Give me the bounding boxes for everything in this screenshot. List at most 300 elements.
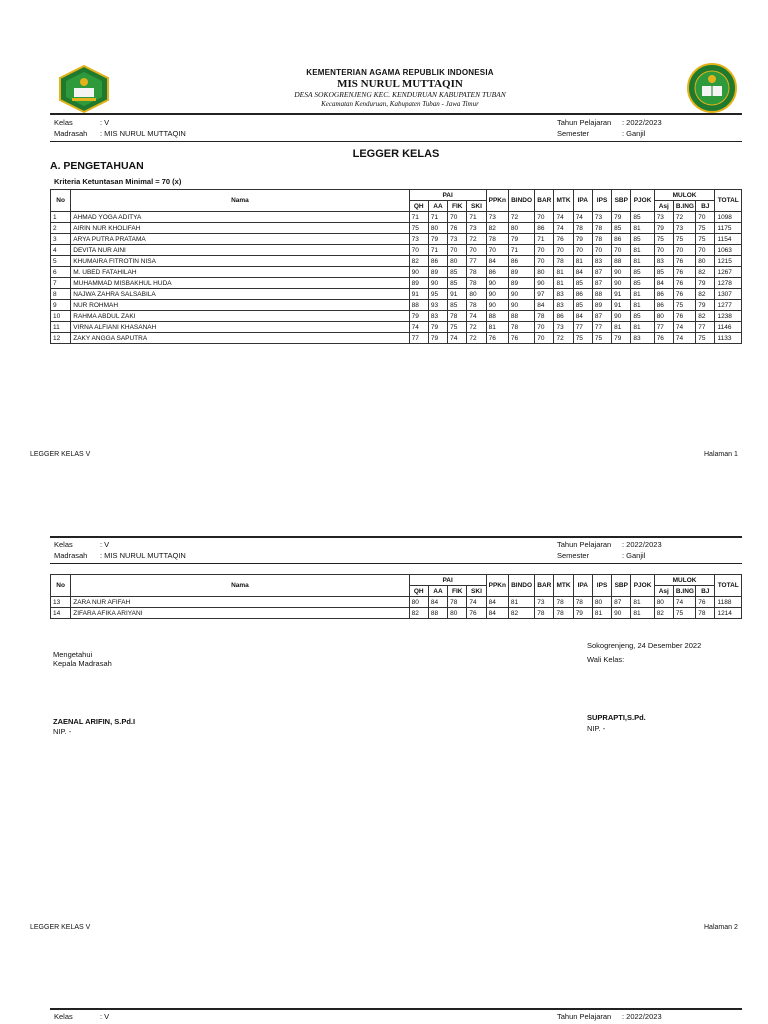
col-ski: SKI: [467, 586, 486, 597]
score-cell: 70: [573, 245, 592, 256]
col-mtk: MTK: [554, 575, 573, 597]
student-name: ZIFARA AFIKA ARIYANI: [71, 608, 409, 619]
score-cell: 78: [486, 234, 508, 245]
col-ips: IPS: [592, 575, 611, 597]
score-cell: 85: [448, 278, 467, 289]
col-ppkn: PPKn: [486, 575, 508, 597]
score-cell: 78: [696, 608, 715, 619]
table-row: [51, 289, 742, 300]
score-cell: 70: [448, 212, 467, 223]
score-cell: 74: [673, 597, 695, 608]
score-cell: 1267: [715, 267, 742, 278]
score-cell: 76: [673, 256, 695, 267]
col-bar: BAR: [535, 190, 554, 212]
score-cell: 70: [535, 322, 554, 333]
score-cell: 76: [673, 278, 695, 289]
score-cell: 1238: [715, 311, 742, 322]
score-cell: 88: [592, 289, 611, 300]
score-cell: 78: [592, 223, 611, 234]
row-number: 11: [51, 322, 71, 333]
score-cell: 88: [409, 300, 428, 311]
score-cell: 81: [631, 256, 654, 267]
table-row: [51, 608, 742, 619]
score-cell: 89: [428, 267, 447, 278]
kelas-label-page-3: Kelas: [54, 1012, 73, 1021]
score-cell: 91: [612, 300, 631, 311]
semester-value-page-2: : Ganjil: [622, 551, 646, 560]
score-cell: 79: [573, 234, 592, 245]
score-cell: 72: [467, 333, 486, 344]
score-cell: 77: [654, 322, 673, 333]
score-cell: 1146: [715, 322, 742, 333]
madrasah-label-page-2: Madrasah: [54, 551, 88, 560]
score-cell: 78: [535, 608, 554, 619]
score-cell: 70: [592, 245, 611, 256]
table-row: [51, 300, 742, 311]
score-cell: 89: [508, 278, 534, 289]
col-ipa: IPA: [573, 190, 592, 212]
score-cell: 85: [631, 234, 654, 245]
score-cell: 86: [486, 267, 508, 278]
col-sbp: SBP: [612, 190, 631, 212]
score-cell: 72: [508, 212, 534, 223]
score-cell: 81: [554, 278, 573, 289]
score-cell: 88: [508, 311, 534, 322]
student-name: VIRNA ALFIANI KHASANAH: [71, 322, 409, 333]
score-cell: 90: [409, 267, 428, 278]
tahun-value-page-2: : 2022/2023: [622, 540, 662, 549]
score-cell: 1188: [715, 597, 742, 608]
score-cell: 75: [409, 223, 428, 234]
score-cell: 90: [612, 278, 631, 289]
score-cell: 90: [612, 267, 631, 278]
score-cell: 70: [612, 245, 631, 256]
score-cell: 73: [654, 212, 673, 223]
madrasah-value-page-2: : MIS NURUL MUTTAQIN: [100, 551, 186, 560]
score-cell: 79: [508, 234, 534, 245]
wali-kelas-label: Wali Kelas:: [587, 655, 625, 664]
place-date: Sokogrenjeng, 24 Desember 2022: [587, 641, 702, 650]
score-cell: 79: [696, 278, 715, 289]
kelas-label: Kelas: [54, 118, 73, 127]
student-name: KHUMAIRA FITROTIN NISA: [71, 256, 409, 267]
score-cell: 81: [631, 223, 654, 234]
score-cell: 79: [409, 311, 428, 322]
score-cell: 78: [573, 223, 592, 234]
score-cell: 74: [409, 322, 428, 333]
score-cell: 1154: [715, 234, 742, 245]
score-cell: 80: [448, 608, 467, 619]
mengetahui-label: Mengetahui: [53, 650, 93, 659]
score-cell: 78: [554, 608, 573, 619]
score-cell: 88: [612, 256, 631, 267]
row-number: 4: [51, 245, 71, 256]
score-cell: 81: [612, 322, 631, 333]
score-cell: 73: [467, 223, 486, 234]
score-cell: 71: [409, 212, 428, 223]
score-cell: 80: [467, 289, 486, 300]
score-cell: 76: [654, 333, 673, 344]
score-cell: 73: [448, 234, 467, 245]
score-cell: 74: [554, 212, 573, 223]
table-row: [51, 311, 742, 322]
score-cell: 79: [573, 608, 592, 619]
col-group-pai: PAI: [409, 575, 486, 586]
score-cell: 82: [696, 267, 715, 278]
col-group-mulok: MULOK: [654, 190, 715, 201]
score-cell: 80: [448, 256, 467, 267]
score-cell: 77: [467, 256, 486, 267]
score-cell: 80: [535, 267, 554, 278]
kepala-madrasah-label: Kepala Madrasah: [53, 659, 112, 668]
footer-label-page-1: LEGGER KELAS V: [30, 451, 91, 458]
score-cell: 74: [467, 597, 486, 608]
score-cell: 85: [612, 223, 631, 234]
score-cell: 1215: [715, 256, 742, 267]
score-cell: 89: [409, 278, 428, 289]
col-no: No: [51, 575, 71, 597]
score-cell: 76: [467, 608, 486, 619]
score-cell: 79: [428, 234, 447, 245]
score-cell: 90: [612, 311, 631, 322]
page-3-top-divider: [50, 1008, 742, 1010]
score-cell: 1175: [715, 223, 742, 234]
score-cell: 80: [409, 597, 428, 608]
tahun-label-page-2: Tahun Pelajaran: [557, 540, 612, 549]
score-cell: 86: [654, 289, 673, 300]
score-cell: 90: [428, 278, 447, 289]
student-name: RAHMA ABDUL ZAKI: [71, 311, 409, 322]
tahun-value-page-3: : 2022/2023: [622, 1012, 662, 1021]
score-cell: 82: [508, 608, 534, 619]
score-cell: 78: [535, 311, 554, 322]
score-cell: 80: [508, 223, 534, 234]
student-name: M. UBED FATAHILAH: [71, 267, 409, 278]
score-cell: 75: [696, 333, 715, 344]
school-address: DESA SOKOGRENJENG KEC. KENDURUAN KABUPATEN TUBAN: [294, 90, 506, 99]
school-district: Kecamatan Kenduruan, Kabupaten Tuban - Jawa Timur: [321, 100, 479, 108]
score-cell: 73: [535, 597, 554, 608]
score-cell: 79: [612, 333, 631, 344]
score-cell: 78: [448, 597, 467, 608]
score-cell: 79: [428, 322, 447, 333]
col-bindo: BINDO: [508, 575, 534, 597]
score-cell: 1277: [715, 300, 742, 311]
score-cell: 76: [673, 267, 695, 278]
row-number: 8: [51, 289, 71, 300]
kelas-value-page-2: : V: [100, 540, 110, 549]
score-cell: 1063: [715, 245, 742, 256]
score-cell: 78: [554, 256, 573, 267]
score-cell: 77: [573, 322, 592, 333]
madrasah-emblem-icon: [684, 62, 740, 114]
score-cell: 87: [592, 267, 611, 278]
score-cell: 77: [592, 322, 611, 333]
score-cell: 81: [592, 608, 611, 619]
score-cell: 86: [654, 300, 673, 311]
score-cell: 71: [535, 234, 554, 245]
ministry-name: KEMENTERIAN AGAMA REPUBLIK INDONESIA: [306, 68, 494, 77]
ledger-title: LEGGER KELAS: [352, 148, 440, 160]
score-cell: 84: [654, 278, 673, 289]
col-group-mulok: MULOK: [654, 575, 715, 586]
score-cell: 73: [673, 223, 695, 234]
score-cell: 77: [409, 333, 428, 344]
score-cell: 73: [554, 322, 573, 333]
score-cell: 72: [554, 333, 573, 344]
col-qh: QH: [409, 586, 428, 597]
score-cell: 76: [696, 597, 715, 608]
footer-label-page-2: LEGGER KELAS V: [30, 924, 91, 931]
score-cell: 70: [696, 212, 715, 223]
score-cell: 83: [654, 256, 673, 267]
score-cell: 97: [535, 289, 554, 300]
table-row: [51, 322, 742, 333]
col-bj: BJ: [696, 586, 715, 597]
row-number: 14: [51, 608, 71, 619]
score-cell: 75: [696, 234, 715, 245]
score-cell: 70: [654, 245, 673, 256]
score-cell: 75: [654, 234, 673, 245]
col-bar: BAR: [535, 575, 554, 597]
score-cell: 1098: [715, 212, 742, 223]
teacher-signatory-name: SUPRAPTI,S.Pd.: [587, 713, 646, 722]
score-cell: 70: [535, 212, 554, 223]
col-nama: Nama: [71, 575, 409, 597]
score-cell: 70: [535, 333, 554, 344]
score-cell: 81: [508, 597, 534, 608]
score-cell: 83: [554, 300, 573, 311]
score-cell: 73: [409, 234, 428, 245]
score-cell: 70: [535, 245, 554, 256]
score-cell: 70: [696, 245, 715, 256]
score-cell: 71: [508, 245, 534, 256]
score-cell: 81: [554, 267, 573, 278]
score-cell: 89: [508, 267, 534, 278]
score-cell: 90: [486, 289, 508, 300]
kkm-label: Kriteria Ketuntasan Minimal = 70 (x): [54, 177, 182, 186]
row-number: 12: [51, 333, 71, 344]
score-cell: 75: [573, 333, 592, 344]
score-cell: 82: [696, 289, 715, 300]
ledger-table-page-1: [50, 189, 742, 344]
student-name: ZAKY ANGGA SAPUTRA: [71, 333, 409, 344]
score-cell: 84: [486, 608, 508, 619]
score-cell: 73: [592, 212, 611, 223]
score-cell: 90: [508, 300, 534, 311]
score-cell: 82: [654, 608, 673, 619]
tahun-label-page-3: Tahun Pelajaran: [557, 1012, 612, 1021]
row-number: 7: [51, 278, 71, 289]
col-aa: AA: [428, 586, 447, 597]
semester-value: : Ganjil: [622, 129, 646, 138]
col-pjok: PJOK: [631, 190, 654, 212]
score-cell: 90: [486, 300, 508, 311]
page-number-2: Halaman 2: [704, 924, 738, 931]
student-name: MUHAMMAD MISBAKHUL HUDA: [71, 278, 409, 289]
score-cell: 79: [654, 223, 673, 234]
col-asj: Asj: [654, 586, 673, 597]
tahun-value: : 2022/2023: [622, 118, 662, 127]
col-fik: FIK: [448, 201, 467, 212]
score-cell: 90: [508, 289, 534, 300]
table-row: [51, 245, 742, 256]
col-bing: B.ING: [673, 586, 695, 597]
score-cell: 80: [592, 597, 611, 608]
col-ppkn: PPKn: [486, 190, 508, 212]
score-cell: 75: [673, 234, 695, 245]
score-cell: 78: [592, 234, 611, 245]
teacher-signatory-nip: NIP. -: [587, 724, 606, 733]
score-cell: 88: [428, 608, 447, 619]
col-asj: Asj: [654, 201, 673, 212]
score-cell: 81: [631, 597, 654, 608]
score-cell: 85: [631, 311, 654, 322]
score-cell: 70: [467, 245, 486, 256]
table-row: [51, 278, 742, 289]
table-row: [51, 597, 742, 608]
kelas-value: : V: [100, 118, 110, 127]
score-cell: 91: [409, 289, 428, 300]
score-cell: 90: [535, 278, 554, 289]
score-cell: 75: [592, 333, 611, 344]
score-cell: 70: [673, 245, 695, 256]
score-cell: 83: [592, 256, 611, 267]
score-cell: 85: [448, 300, 467, 311]
score-cell: 88: [486, 311, 508, 322]
score-cell: 86: [508, 256, 534, 267]
semester-label-page-2: Semester: [557, 551, 590, 560]
score-cell: 87: [612, 597, 631, 608]
score-cell: 1133: [715, 333, 742, 344]
score-cell: 86: [535, 223, 554, 234]
table-row: [51, 256, 742, 267]
score-cell: 78: [508, 322, 534, 333]
col-bindo: BINDO: [508, 190, 534, 212]
score-cell: 87: [592, 278, 611, 289]
student-name: ARYA PUTRA PRATAMA: [71, 234, 409, 245]
madrasah-value: : MIS NURUL MUTTAQIN: [100, 129, 186, 138]
score-cell: 84: [573, 311, 592, 322]
score-cell: 84: [486, 256, 508, 267]
ledger-rows-page-1: [51, 212, 742, 344]
col-nama: Nama: [71, 190, 409, 212]
score-cell: 85: [654, 267, 673, 278]
score-cell: 78: [554, 597, 573, 608]
score-cell: 76: [673, 311, 695, 322]
score-cell: 95: [428, 289, 447, 300]
score-cell: 76: [486, 333, 508, 344]
score-cell: 84: [573, 267, 592, 278]
col-bj: BJ: [696, 201, 715, 212]
score-cell: 77: [696, 322, 715, 333]
score-cell: 81: [631, 289, 654, 300]
info-divider-page-2: [50, 563, 742, 564]
kemenag-emblem-icon: [56, 64, 112, 114]
score-cell: 76: [673, 289, 695, 300]
score-cell: 84: [486, 597, 508, 608]
table-row: [51, 223, 742, 234]
score-cell: 74: [673, 333, 695, 344]
score-cell: 84: [428, 597, 447, 608]
score-cell: 83: [554, 289, 573, 300]
score-cell: 72: [467, 322, 486, 333]
score-cell: 72: [467, 234, 486, 245]
student-name: NAJWA ZAHRA SALSABILA: [71, 289, 409, 300]
score-cell: 1278: [715, 278, 742, 289]
score-cell: 79: [696, 300, 715, 311]
score-cell: 76: [508, 333, 534, 344]
col-aa: AA: [428, 201, 447, 212]
score-cell: 72: [673, 212, 695, 223]
score-cell: 90: [486, 278, 508, 289]
col-ski: SKI: [467, 201, 486, 212]
score-cell: 82: [409, 256, 428, 267]
score-cell: 89: [592, 300, 611, 311]
score-cell: 85: [631, 212, 654, 223]
score-cell: 71: [428, 245, 447, 256]
col-mtk: MTK: [554, 190, 573, 212]
table-row: [51, 333, 742, 344]
table-row: [51, 267, 742, 278]
header-divider: [50, 113, 742, 115]
row-number: 10: [51, 311, 71, 322]
col-ipa: IPA: [573, 575, 592, 597]
score-cell: 78: [467, 300, 486, 311]
score-cell: 81: [631, 245, 654, 256]
score-cell: 78: [448, 311, 467, 322]
score-cell: 83: [428, 311, 447, 322]
score-cell: 1214: [715, 608, 742, 619]
score-cell: 71: [428, 212, 447, 223]
student-name: AIRIN NUR KHOLIFAH: [71, 223, 409, 234]
row-number: 3: [51, 234, 71, 245]
score-cell: 82: [696, 311, 715, 322]
score-cell: 85: [631, 278, 654, 289]
score-cell: 70: [409, 245, 428, 256]
score-cell: 86: [612, 234, 631, 245]
col-total: TOTAL: [715, 190, 742, 212]
ledger-table-page-2: [50, 574, 742, 619]
head-signatory-nip: NIP. -: [53, 727, 72, 736]
score-cell: 93: [428, 300, 447, 311]
kelas-value-page-3: : V: [100, 1012, 110, 1021]
student-name: NUR ROHMAH: [71, 300, 409, 311]
score-cell: 82: [486, 223, 508, 234]
col-sbp: SBP: [612, 575, 631, 597]
score-cell: 74: [554, 223, 573, 234]
row-number: 6: [51, 267, 71, 278]
row-number: 5: [51, 256, 71, 267]
score-cell: 81: [573, 256, 592, 267]
score-cell: 74: [573, 212, 592, 223]
score-cell: 82: [409, 608, 428, 619]
section-title: A. PENGETAHUAN: [50, 160, 144, 172]
col-qh: QH: [409, 201, 428, 212]
score-cell: 81: [631, 322, 654, 333]
table-row: [51, 234, 742, 245]
score-cell: 84: [535, 300, 554, 311]
row-number: 1: [51, 212, 71, 223]
col-no: No: [51, 190, 71, 212]
score-cell: 80: [654, 311, 673, 322]
col-bing: B.ING: [673, 201, 695, 212]
score-cell: 81: [631, 608, 654, 619]
score-cell: 70: [535, 256, 554, 267]
head-signatory-name: ZAENAL ARIFIN, S.Pd.I: [53, 717, 136, 726]
score-cell: 70: [448, 245, 467, 256]
score-cell: 81: [631, 300, 654, 311]
